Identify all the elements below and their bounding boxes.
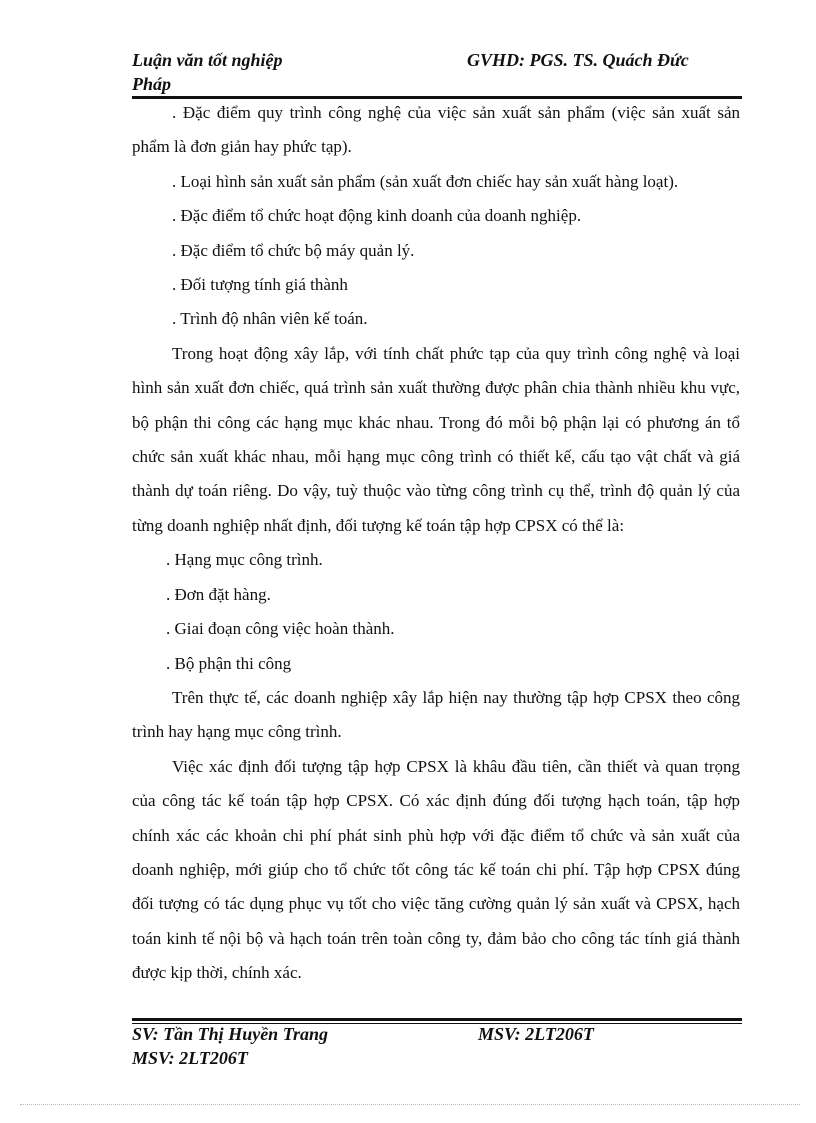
bullet-item: . Giai đoạn công việc hoàn thành. — [166, 619, 395, 639]
footer-rule-thick — [132, 1018, 742, 1021]
bullet-item: . Hạng mục công trình. — [166, 550, 323, 570]
footer-student-id: MSV: 2LT206T — [478, 1024, 594, 1044]
footer-student-id-repeat: MSV: 2LT206T — [132, 1048, 248, 1068]
bullet-item: . Trình độ nhân viên kế toán. — [172, 309, 368, 329]
footer-student-name: SV: Tần Thị Huyền Trang — [132, 1024, 329, 1044]
paragraph: Việc xác định đối tượng tập hợp CPSX là khâu đầu tiên, cần thiết và quan trọng của công tác kế toán tập hợp CPSX. Có xác định đúng đối tượng hạch toán, tập hợp chính xác các khoản chi phí phát sinh phù hợp với đặc điểm tổ chức và sản xuất của doanh nghiệp, mới giúp cho tổ chức tốt công tác kế toán chi phí. Tập hợp CPSX đúng đối tượng có tác dụng phục vụ tốt cho việc tăng cường quản lý sản xuất và CPSX, hạch toán kinh tế nội bộ và hạch toán trên toàn công ty, đảm bảo cho công tác tính giá thành được kịp thời, chính xác. — [132, 756, 740, 983]
page-body — [132, 96, 740, 991]
bullet-item: . Đặc điểm tổ chức bộ máy quản lý. — [172, 240, 415, 260]
paragraph: Trong hoạt động xây lắp, với tính chất phức tạp của quy trình công nghệ và loại hình sản xuất đơn chiếc, quá trình sản xuất thường được phân chia thành nhiều khu vực, bộ phận thi công các hạng mục khác nhau. Trong đó mỗi bộ phận lại có phương án tổ chức sản xuất khác nhau, mỗi hạng mục công trình có thiết kế, cấu tạo vật chất và giá thành dự toán riêng. Do vậy, tuỳ thuộc vào từng công trình cụ thể, trình độ quản lý của từng doanh nghiệp nhất định, đối tượng kế toán tập hợp CPSX có thể là: — [132, 343, 740, 535]
bullet-item: . Bộ phận thi công — [166, 653, 292, 673]
bullet-item: . Loại hình sản xuất sản phẩm (sản xuất đơn chiếc hay sản xuất hàng loạt). — [172, 171, 679, 191]
bullet-item: . Đặc điểm tổ chức hoạt động kinh doanh của doanh nghiệp. — [172, 206, 582, 226]
header-advisor-continued: Pháp — [132, 74, 172, 94]
header-thesis-label: Luận văn tốt nghiệp — [132, 50, 283, 70]
page-bottom-dotted-line — [20, 1104, 800, 1105]
header-advisor: GVHD: PGS. TS. Quách Đức — [467, 50, 689, 70]
bullet-item: . Đặc điểm quy trình công nghệ của việc sản xuất sản phẩm (việc sản xuất sản phẩm là đơn giản hay phức tạp). — [132, 103, 740, 157]
bullet-item: . Đối tượng tính giá thành — [172, 275, 348, 295]
bullet-item: . Đơn đặt hàng. — [166, 584, 271, 604]
paragraph: Trên thực tế, các doanh nghiệp xây lắp hiện nay thường tập hợp CPSX theo công trình hay hạng mục công trình. — [132, 687, 740, 742]
